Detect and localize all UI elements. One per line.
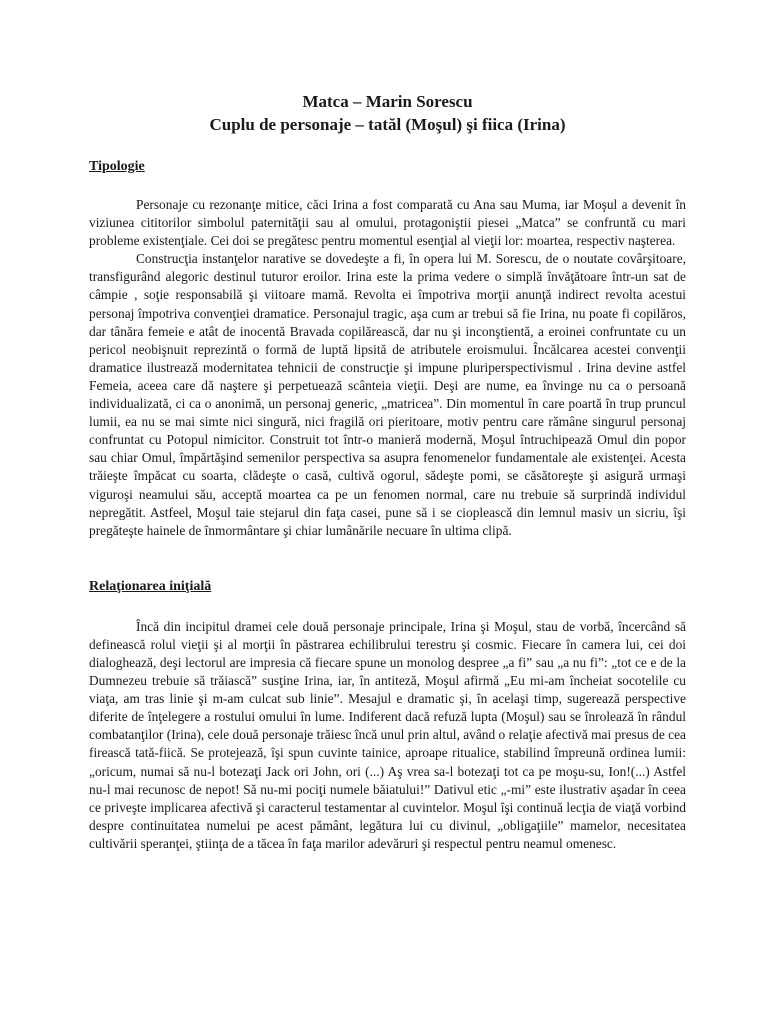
section-tipologie-body (89, 196, 686, 540)
section-heading-tipologie: Tipologie (89, 159, 145, 174)
paragraph: Personaje cu rezonanţe mitice, căci Irina a fost comparată cu Ana sau Muma, iar Moşul a devenit în viziunea cititorilor simbolul paternităţii sau al omului, protagoniştii piesei „Matca” se confruntă cu mari probleme existenţiale. Cei doi se pregătesc pentru momentul esenţial al vieţii lor: moartea, respectiv naşterea. (89, 197, 686, 249)
paragraph: Încă din incipitul dramei cele două personaje principale, Irina şi Moşul, stau de vorbă, încercând să definească rolul vieţii şi al morţii în păstrarea echilibrului terestru şi cosmic. Fiecare în camera lui, cei doi dialoghează, deşi lectorul are impresia că fiecare spune un monolog despree „a fi” sau „a nu fi”: „tot ce e de la Dumnezeu trebuie să trăiască” susţine Irina, iar, în antiteză, Moşul afirmă „Eu mi-am încheiat socotelile cu viaţa, am tras linie şi m-am culcat sub linie”. Mesajul e dramatic şi, în acelaşi timp, sugerează perspective diferite de înţelegere a rostului omului în lume. Indiferent dacă refuză lupta (Moşul) sau se înrolează în rândul combatanţilor (Irina), cele două personaje trăiesc încă unul prin altul, având o relaţie afectivă mai presus de cea firească tată-fiică. Se protejează, îşi spun cuvinte tainice, aproape ritualice, stabilind împreună ordinea lumii: „oricum, numai să nu-l botezaţi Jack ori John, ori (...) Aş vrea sa-l botezaţi tot ca pe moşu-su, Ion!(...) Astfel nu-l mai recunosc de nepot! Să nu-mi pociţi numele băiatului!” Dativul etic „-mi” este ilustrativ aşadar în ceea ce priveşte implicarea afectivă şi caracterul testamentar al cuvintelor. Moşul îşi continuă lecţia de viaţă vorbind despre continuitatea numelui pe acest pământ, legătura lui cu divinul, „obligaţiile” mamelor, necesitatea cultivării speranţei, ştiinţa de a tăcea în faţa marilor adevăruri şi respectul pentru neamul omenesc. (89, 618, 686, 851)
section-relationare-body (89, 618, 686, 853)
title-line-2: Cuplu de personaje – tatăl (Moşul) şi fiica (Irina) (209, 115, 566, 134)
section-heading-relationare: Relaţionarea iniţială (89, 578, 212, 594)
document-title (89, 90, 686, 136)
title-line-1: Matca – Marin Sorescu (302, 92, 473, 111)
paragraph: Construcţia instanţelor narative se dovedeşte a fi, în opera lui M. Sorescu, de o noutate covârşitoare, transfigurând alegoric destinul tuturor eroilor. Irina este la prima vedere o simplă învăţătoare într-un sat de câmpie , soţie responsabilă şi viitoare mamă. Revolta ei împotriva morţii anunţă indirect revolta acestui personaj împotriva convenţiei dramatice. Personajul tragic, aşa cum ar trebui să fie Irina, nu poate fi copilăros, dar tânăra femeie e atât de inocentă Bravada copilărească, dar nu şi inconştientă, a eroinei confruntate cu un pericol neobişnuit reprezintă o formă de luptă lipsită de atributele eroismului. Încălcarea acestei convenţii dramatice ilustrează modernitatea tehnicii de construcţie şi impune pluriperspectivismul . Irina devine astfel Femeia, aceea care dă naştere şi perpetuează scânteia vieţii. Deşi are nume, ea învinge nu ca o persoană individualizată, ci ca o anonimă, un personaj generic, „matricea”. Din momentul în care poartă în trup pruncul lumii, ea nu se mai simte nici singură, nici fragilă ori pieritoare, motiv pentru care rămâne singurul personaj confruntat cu Potopul nimicitor. Construit tot într-o manieră modernă, Moşul întruchipează Omul din popor sau chiar Omul, împărtăşind semenilor perspectiva sa asupra fenomenelor fundamentale ale existenţei. Acesta trăieşte împăcat cu soarta, clădeşte o casă, cultivă ogorul, sădeşte pomi, se căsătoreşte şi asigură urmaşi viguroşi neamului său, acceptă moartea ca pe un fenomen normal, care nu trebuie să surprindă individul nepregătit. Astfeel, Moşul taie stejarul din faţa casei, pune să i se cioplească din lemnul masiv un sicriu, îşi pregăteşte hainele de înmormântare şi chiar lumânările necuare în ultima clipă. (89, 251, 686, 538)
